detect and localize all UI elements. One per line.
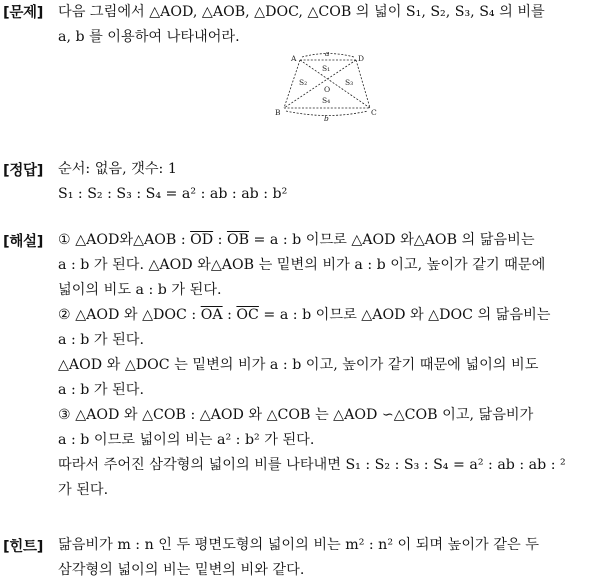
solution-line-4-b: = a : b 이므로 △AOD 와 △DOC 의 닮음비는 xyxy=(258,307,551,323)
segment-od: $\overline{OD}$ xyxy=(190,232,214,248)
label-d-vertex: D xyxy=(358,54,365,63)
hint-tag: [힌트] xyxy=(3,539,44,555)
problem-tag: [문제] xyxy=(3,5,44,21)
solution-line-1 xyxy=(58,228,588,253)
segment-oc: $\overline{OC}$ xyxy=(236,307,259,323)
hint-line-1: 닮음비가 m : n 인 두 평면도형의 넓이의 비는 m² : n² 이 되며 높이가 같은 두 xyxy=(58,537,539,553)
label-o-center: O xyxy=(324,85,331,94)
solution-line-3: 넓이의 비도 a : b 가 된다. xyxy=(58,282,222,298)
solution-line-4 xyxy=(58,303,588,328)
solution-tag: [해설] xyxy=(3,234,44,250)
answer-tag: [정답] xyxy=(3,163,44,179)
label-a-vertex: A xyxy=(291,54,297,63)
segment-ob: $\overline{OB}$ xyxy=(226,232,250,248)
solution-line-4-mid: : xyxy=(222,307,237,323)
label-c-vertex: C xyxy=(371,108,377,117)
label-a-length: a xyxy=(325,49,330,58)
label-s3: S₃ xyxy=(345,78,354,87)
label-s2: S₂ xyxy=(299,78,308,87)
solution-line-10: 따라서 주어진 삼각형의 넓이의 비를 나타내면 S₁ : S₂ : S₃ : S₄ = a² : ab : ab : ² xyxy=(58,457,566,473)
answer-line-1: 순서: 없음, 갯수: 1 xyxy=(58,161,177,177)
solution-line-8: ③ △AOD 와 △COB : △AOD 와 △COB 는 △AOD ∽△COB 이고, 닮음비가 xyxy=(58,407,534,423)
solution-line-2: a : b 가 된다. △AOD 와△AOB 는 밑변의 비가 a : b 이고, 높이가 같기 때문에 xyxy=(58,257,546,273)
solution-line-9: a : b 이므로 넓이의 비는 a² : b² 가 된다. xyxy=(58,432,315,448)
solution-text xyxy=(58,228,588,503)
problem-text xyxy=(58,0,588,50)
solution-line-11: 가 된다. xyxy=(58,482,109,498)
solution-line-1-a: ① △AOD와△AOB : xyxy=(58,232,191,248)
label-s4: S₄ xyxy=(322,96,331,105)
hint-line-2: 삼각형의 넓이의 비는 밑변의 비와 같다. xyxy=(58,562,305,578)
solution-line-6: △AOD 와 △DOC 는 밑변의 비가 a : b 이고, 높이가 같기 때문에 넓이의 비도 xyxy=(58,357,539,373)
solution-line-1-mid: : xyxy=(213,232,227,248)
solution-line-5: a : b 가 된다. xyxy=(58,332,144,348)
solution-line-4-a: ② △AOD 와 △DOC : xyxy=(58,307,201,323)
label-s1: S₁ xyxy=(322,64,331,73)
answer-line-2: S₁ : S₂ : S₃ : S₄ = a² : ab : ab : b² xyxy=(58,186,288,202)
trapezoid-figure xyxy=(270,48,390,124)
label-b-vertex: B xyxy=(275,108,281,117)
problem-line-1: 다음 그림에서 △AOD, △AOB, △DOC, △COB 의 넓이 S₁, S₂, S₃, S₄ 의 비를 xyxy=(58,4,545,20)
problem-line-2: a, b 를 이용하여 나타내어라. xyxy=(58,29,240,45)
solution-line-7: a : b 가 된다. xyxy=(58,382,144,398)
answer-text xyxy=(58,157,588,207)
segment-oa: $\overline{OA}$ xyxy=(200,307,223,323)
solution-line-1-b: = a : b 이므로 △AOD 와△AOB 의 닮음비는 xyxy=(249,232,535,248)
label-b-length: b xyxy=(324,114,329,123)
